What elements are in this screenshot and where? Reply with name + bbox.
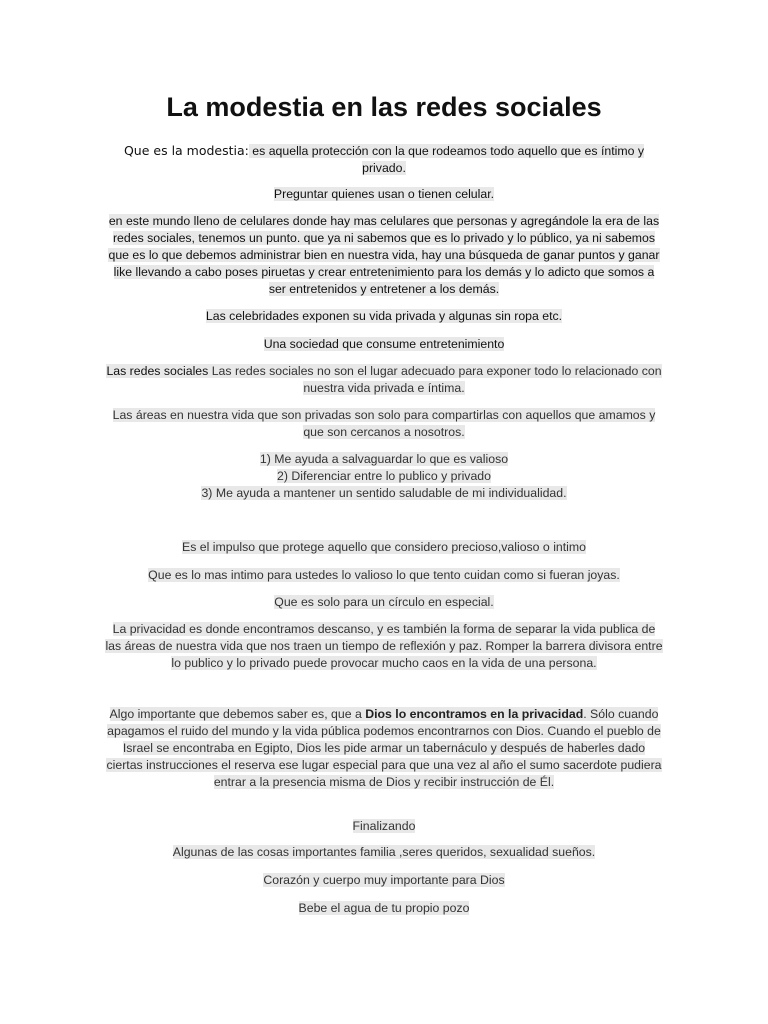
paragraph-corazon (104, 872, 664, 889)
list-item (104, 468, 664, 485)
paragraph-algo-importante (104, 706, 664, 791)
finalizando-text: Finalizando (352, 819, 416, 833)
paragraph-mundo (104, 213, 664, 298)
paragraph-circulo (104, 594, 664, 611)
paragraph-redes (104, 363, 664, 397)
definicion-lead: Que es la modestia: (123, 143, 249, 158)
corazon-text: Corazón y cuerpo muy importante para Dios (263, 873, 505, 887)
paragraph-definicion (104, 142, 664, 177)
paragraph-preguntar (104, 186, 664, 203)
bebe-text: Bebe el agua de tu propio pozo (298, 901, 470, 915)
algunas-text: Algunas de las cosas importantes familia ,seres queridos, sexualidad sueños. (172, 845, 596, 859)
paragraph-intimo (104, 567, 664, 584)
paragraph-celebridades (104, 308, 664, 325)
algo-text-bold: Dios lo encontramos en la privacidad (365, 707, 584, 721)
list-item (104, 451, 664, 468)
paragraph-bebe (104, 900, 664, 917)
impulso-text: Es el impulso que protege aquello que considero precioso,valioso o intimo (182, 540, 586, 554)
areas-text: Las áreas en nuestra vida que son privadas son solo para compartirlas con aquellos que amamos y que son cercanos a nosotros. (112, 408, 656, 439)
sociedad-text: Una sociedad que consume entretenimiento (263, 337, 505, 351)
definicion-text: es aquella protección con la que rodeamos todo aquello que es íntimo y privado. (248, 144, 645, 175)
list-item (104, 485, 664, 502)
list-item-text: 3) Me ayuda a mantener un sentido saludable de mi individualidad. (201, 486, 567, 500)
preguntar-text: Preguntar quienes usan o tienen celular. (273, 187, 495, 201)
paragraph-areas (104, 407, 664, 441)
benefits-list (104, 451, 664, 502)
redes-lead: Las redes sociales (106, 364, 209, 378)
document-title: La modestia en las redes sociales (166, 92, 602, 122)
paragraph-algunas (104, 844, 664, 861)
intimo-text: Que es lo mas intimo para ustedes lo valioso lo que tento cuidan como si fueran joyas. (148, 568, 620, 582)
paragraph-finalizando (104, 818, 664, 835)
list-item-text: 2) Diferenciar entre lo publico y privado (277, 469, 491, 483)
algo-text-before: Algo importante que debemos saber es, que a (109, 707, 366, 721)
celebridades-text: Las celebridades exponen su vida privada y algunas sin ropa etc. (205, 309, 563, 323)
list-item-text: 1) Me ayuda a salvaguardar lo que es valioso (259, 452, 509, 466)
circulo-text: Que es solo para un círculo en especial. (274, 595, 494, 609)
privacidad-text: La privacidad es donde encontramos descanso, y es también la forma de separar la vida publica de las áreas de nuestra vida que nos traen un tiempo de reflexión y paz. Romper la barrera divisora entre lo publico y lo privado puede provocar mucho caos en la vida de una persona. (105, 622, 663, 670)
paragraph-impulso (104, 539, 664, 556)
redes-text: Las redes sociales no son el lugar adecuado para exponer todo lo relacionado con nuestra vida privada e íntima. (208, 364, 662, 395)
paragraph-privacidad (104, 621, 664, 672)
mundo-text: en este mundo lleno de celulares donde hay mas celulares que personas y agregándole la era de las redes sociales, tenemos un punto. que ya ni sabemos que es lo privado y lo público, ya ni sabemos que es lo que debemos administrar bien en nuestra vida, hay una búsqueda de ganar puntos y ganar like llevando a cabo poses piruetas y crear entretenimiento para los demás y lo adicto que somos a ser entretenidos y entretener a los demás. (108, 214, 660, 296)
paragraph-sociedad (104, 336, 664, 353)
algo-text-after: . Sólo cuando apagamos el ruido del mundo y la vida pública podemos encontrarnos con Dios. Cuando el pueblo de Israel se encontraba en Egipto, Dios les pide armar un tabernáculo y después de haberles dado ciertas instrucciones el reserva ese lugar especial para que una vez al año el sumo sacerdote pudiera entrar a la presencia misma de Dios y recibir instrucción de Él. (106, 707, 662, 789)
